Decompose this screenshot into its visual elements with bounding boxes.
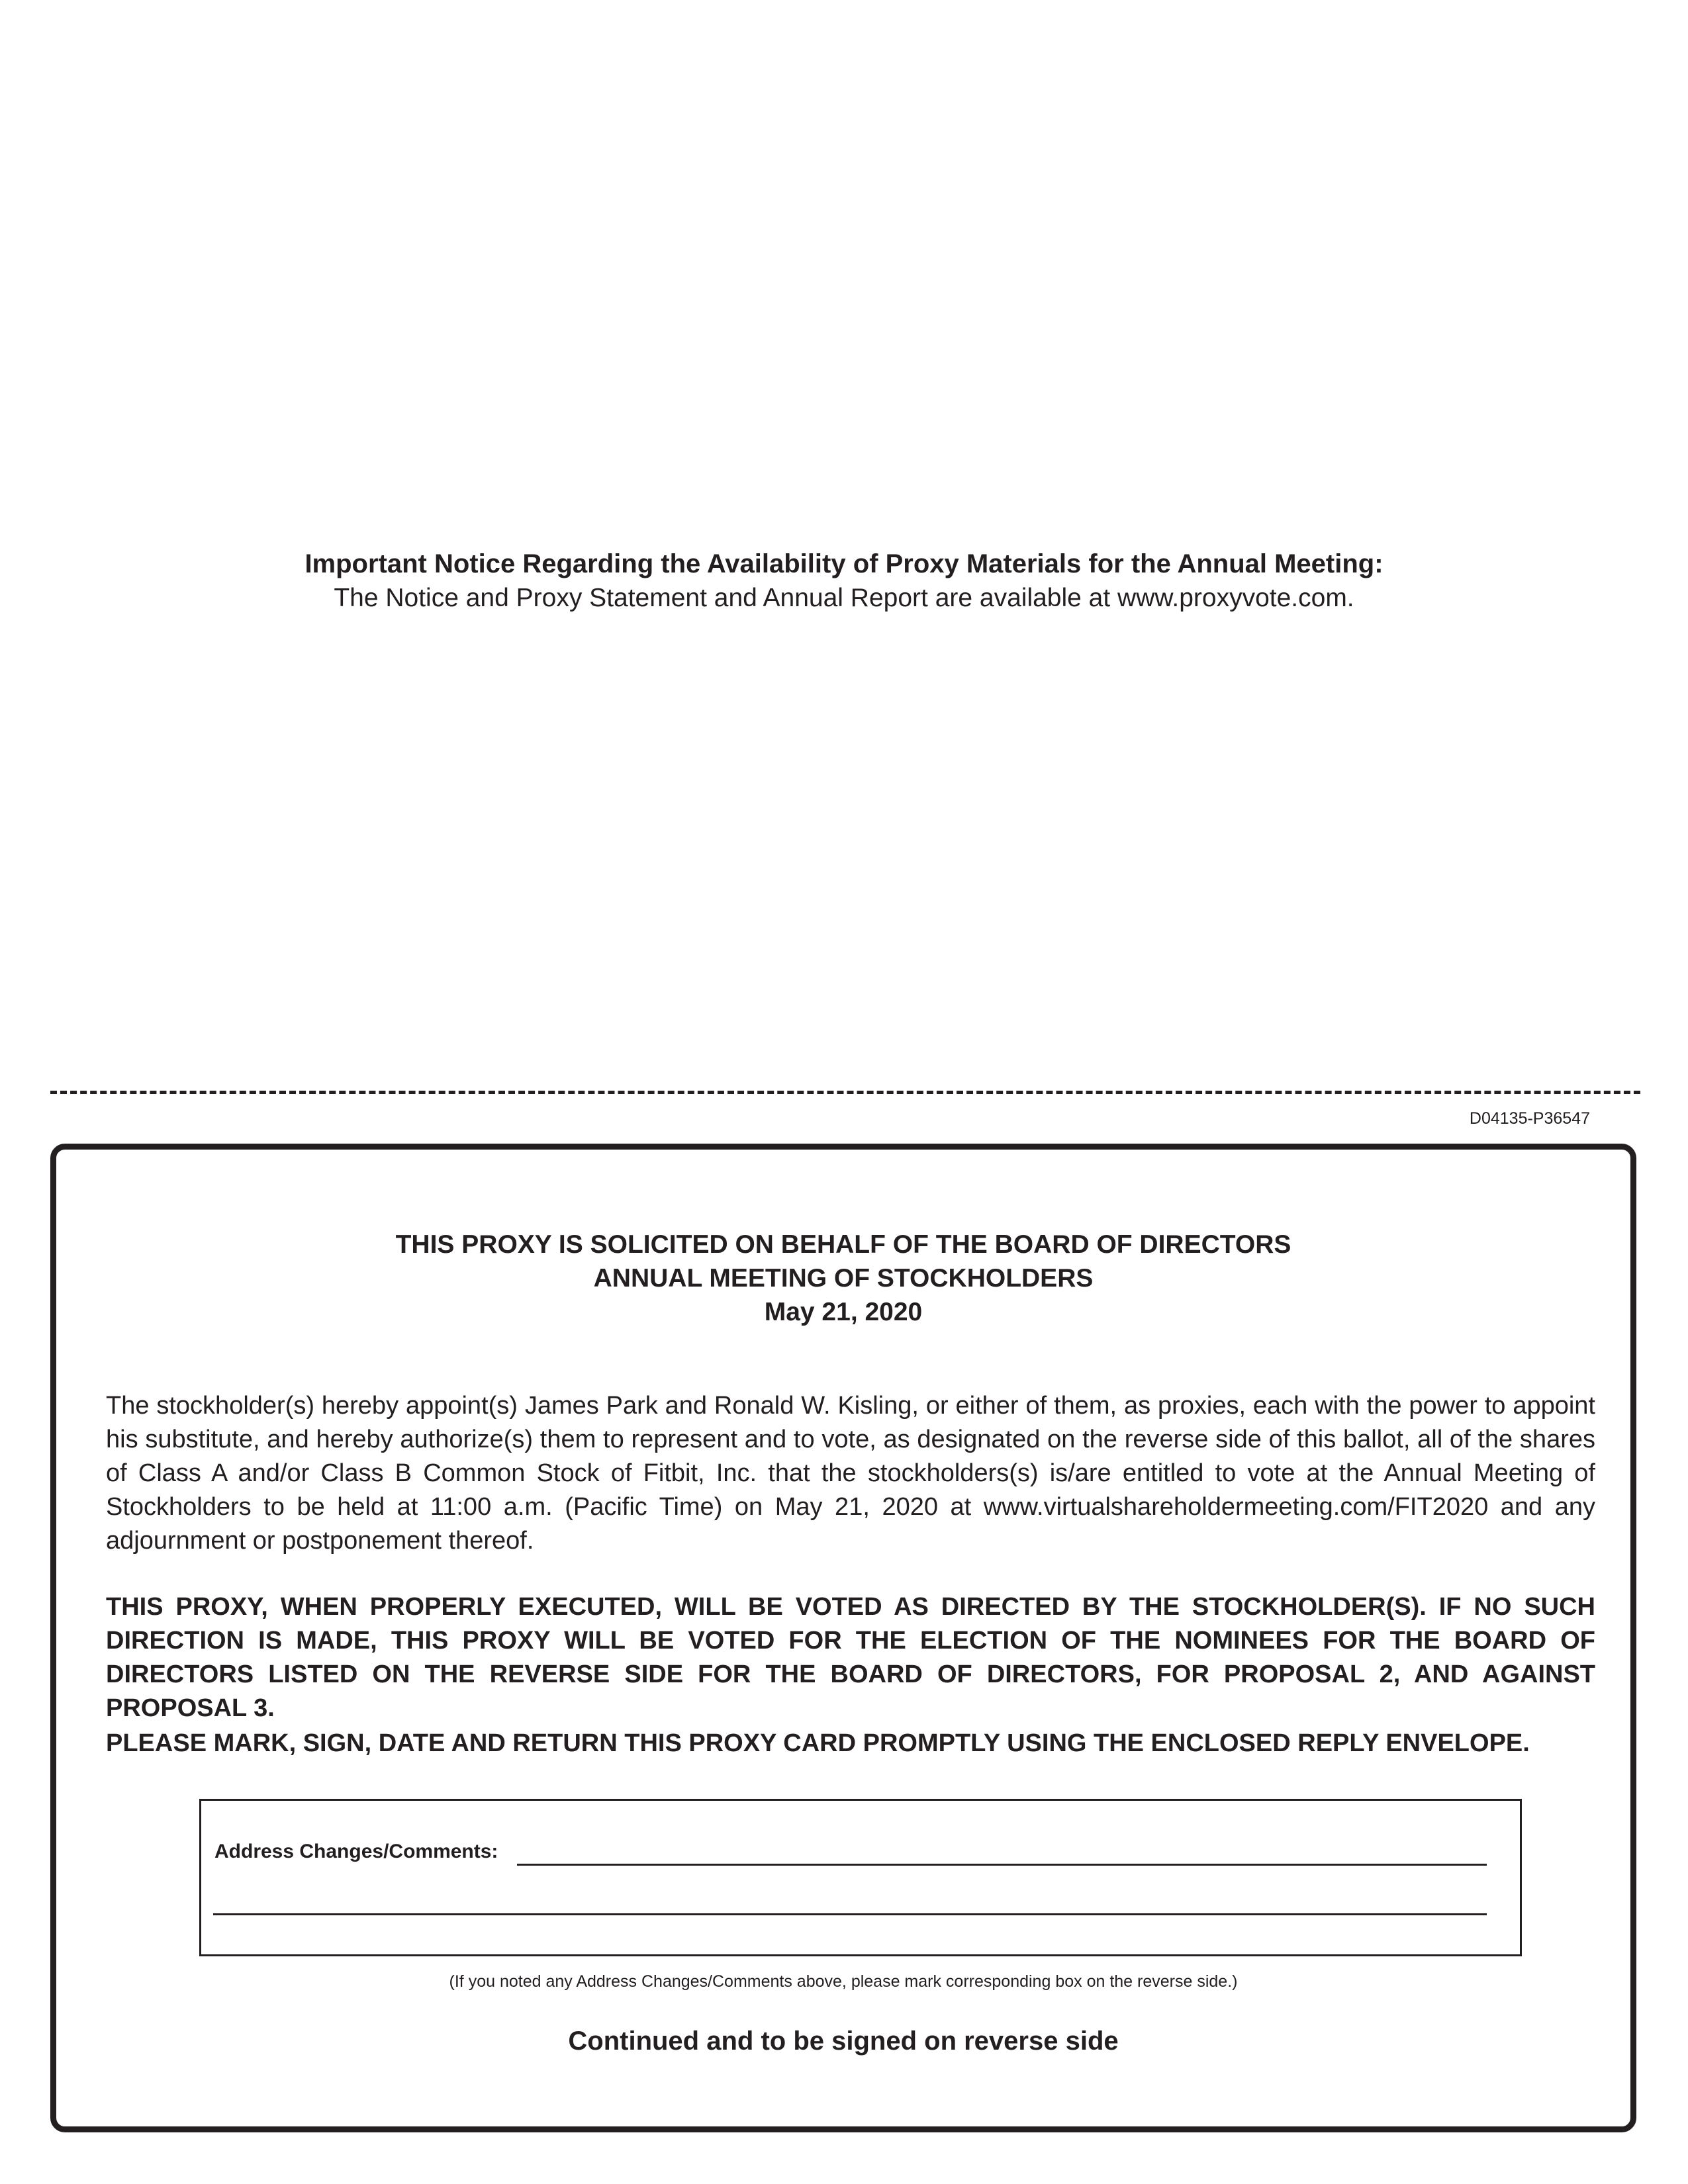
voting-direction-paragraph: THIS PROXY, WHEN PROPERLY EXECUTED, WILL BE VOTED AS DIRECTED BY THE STOCKHOLDER(S). IF NO SUCH DIRECTION IS MADE, THIS PROXY WILL BE VOTED FOR THE ELECTION OF THE NOMINEES FOR THE BOARD OF DIRECTORS LISTED ON THE REVERSE SIDE FOR THE BOARD OF DIRECTORS, FOR PROPOSAL 2, AND AGAINST PROPOSAL 3. (106, 1593, 1595, 1722)
availability-notice (0, 547, 1688, 615)
continued-notice: Continued and to be signed on reverse side (568, 2026, 1119, 2056)
address-comments-line-2[interactable] (213, 1913, 1487, 1915)
proxy-card (50, 1144, 1636, 2132)
header-date: May 21, 2020 (764, 1298, 923, 1326)
detach-dashed-line (50, 1091, 1640, 1094)
notice-title: Important Notice Regarding the Availability of Proxy Materials for the Annual Meeting: (305, 549, 1383, 578)
notice-body: The Notice and Proxy Statement and Annual Report are available at www.proxyvote.com. (334, 584, 1354, 612)
address-footnote: (If you noted any Address Changes/Comments above, please mark corresponding box on the reverse side.) (449, 1972, 1238, 1991)
address-comments-label: Address Changes/Comments: (214, 1841, 498, 1862)
address-comments-box[interactable] (199, 1799, 1522, 1956)
header-meeting: ANNUAL MEETING OF STOCKHOLDERS (593, 1264, 1094, 1293)
return-instruction-paragraph: PLEASE MARK, SIGN, DATE AND RETURN THIS PROXY CARD PROMPTLY USING THE ENCLOSED REPLY ENVELOPE. (106, 1729, 1530, 1757)
appointment-paragraph: The stockholder(s) hereby appoint(s) James Park and Ronald W. Kisling, or either of them, as proxies, each with the power to appoint his substitute, and hereby authorize(s) them to represent and to vote, as designated on the reverse side of this ballot, all of the shares of Class A and/or Class B Common Stock of Fitbit, Inc. that the stockholders(s) is/are entitled to vote at the Annual Meeting of Stockholders to be held at 11:00 a.m. (Pacific Time) on May 21, 2020 at www.virtualshareholdermeeting.com/FIT2020 and any adjournment or postponement thereof. (106, 1392, 1595, 1555)
address-comments-line-1[interactable] (517, 1864, 1487, 1866)
header-solicitation: THIS PROXY IS SOLICITED ON BEHALF OF THE BOARD OF DIRECTORS (395, 1230, 1291, 1259)
document-code: D04135-P36547 (1469, 1109, 1590, 1128)
proxy-header (56, 1228, 1630, 1329)
